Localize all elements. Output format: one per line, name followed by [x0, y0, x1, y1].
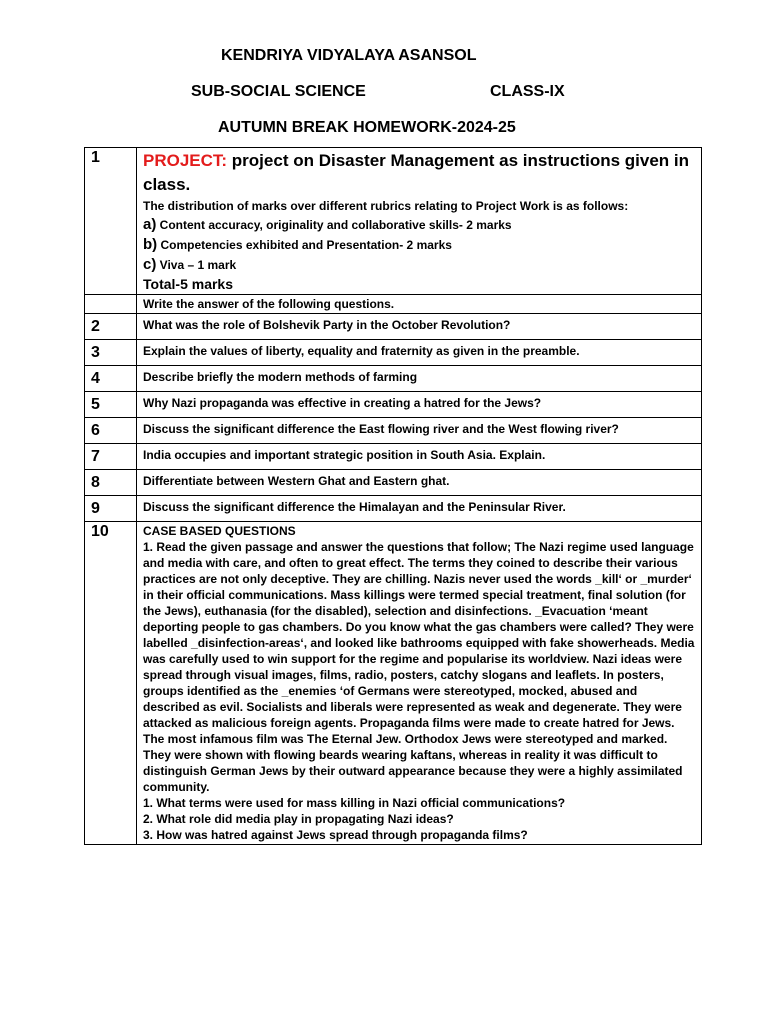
- question-text: Discuss the significant difference the Himalayan and the Peninsular River.: [137, 496, 702, 522]
- project-title: [143, 149, 695, 197]
- question-row: [85, 496, 702, 522]
- case-cell: [137, 522, 702, 845]
- case-heading: CASE BASED QUESTIONS: [143, 524, 296, 538]
- case-sub-question: 1. What terms were used for mass killing in Nazi official communications?: [143, 796, 566, 810]
- rubric-text: Viva – 1 mark: [156, 258, 237, 272]
- question-number: 3: [85, 340, 137, 366]
- question-text: India occupies and important strategic position in South Asia. Explain.: [137, 444, 702, 470]
- question-text: What was the role of Bolshevik Party in the October Revolution?: [137, 314, 702, 340]
- question-row: [85, 340, 702, 366]
- project-title-text: project on Disaster Management as instructions given in class.: [143, 151, 690, 194]
- question-text: Discuss the significant difference the East flowing river and the West flowing river?: [137, 418, 702, 444]
- school-name: KENDRIYA VIDYALAYA ASANSOL: [221, 47, 477, 64]
- question-number: 7: [85, 444, 137, 470]
- question-row: [85, 392, 702, 418]
- question-row: [85, 444, 702, 470]
- section-heading: Write the answer of the following questions.: [137, 295, 702, 314]
- question-number: 2: [85, 314, 137, 340]
- row-number: 1: [85, 148, 137, 295]
- question-row: [85, 314, 702, 340]
- homework-title: AUTUMN BREAK HOMEWORK-2024-25: [218, 119, 516, 136]
- project-cell: [137, 148, 702, 295]
- rubric-letter: a): [143, 216, 157, 233]
- question-text: Explain the values of liberty, equality and fraternity as given in the preamble.: [137, 340, 702, 366]
- rubric-text: Content accuracy, originality and collaborative skills- 2 marks: [156, 218, 512, 232]
- question-text: Why Nazi propaganda was effective in creating a hatred for the Jews?: [137, 392, 702, 418]
- rubric-letter: b): [143, 236, 158, 253]
- question-row: [85, 470, 702, 496]
- case-row: [85, 522, 702, 845]
- question-number: 4: [85, 366, 137, 392]
- project-row: [85, 148, 702, 295]
- question-text: Describe briefly the modern methods of farming: [137, 366, 702, 392]
- rubric-item: [143, 255, 695, 275]
- question-row: [85, 366, 702, 392]
- question-number: 9: [85, 496, 137, 522]
- rubric-letter: c): [143, 256, 157, 273]
- subject-label: SUB-SOCIAL SCIENCE: [191, 83, 366, 100]
- case-passage: 1. Read the given passage and answer the questions that follow; The Nazi regime used language and media with care, and often to great effect. The terms they coined to describe their various practices are not only deceptive. They are chilling. Nazis never used the words _kill‘ or _murder‘ in their official communications. Mass killings were termed special treatment, final solution (for the Jews), euthanasia (for the disabled), selection and disinfections. _Evacuation ‘meant deporting people to gas chambers. Do you know what the gas chambers were called? They were labelled _disinfection-areas‘, and looked like bathrooms equipped with fake showerheads. Media was carefully used to win support for the regime and popularise its worldview. Nazi ideas were spread through visual images, films, radio, posters, catchy slogans and leaflets. In posters, groups identified as the _enemies ‘of Germans were stereotyped, mocked, abused and described as evil. Socialists and liberals were represented as weak and degenerate. They were attacked as malicious foreign agents. Propaganda films were made to create hatred for Jews. The most infamous film was The Eternal Jew. Orthodox Jews were stereotyped and marked. They were shown with flowing beards wearing kaftans, whereas in reality it was difficult to distinguish German Jews by their outward appearance because they were a highly assimilated community.: [143, 540, 695, 794]
- total-marks: Total-5 marks: [143, 276, 233, 292]
- question-text: Differentiate between Western Ghat and Eastern ghat.: [137, 470, 702, 496]
- project-label: PROJECT:: [143, 151, 228, 170]
- rubric-intro: The distribution of marks over different rubrics relating to Project Work is as follows:: [143, 199, 629, 213]
- case-sub-question: 2. What role did media play in propagating Nazi ideas?: [143, 812, 454, 826]
- question-row: [85, 418, 702, 444]
- homework-table: [84, 147, 702, 845]
- rubric-item: [143, 215, 695, 235]
- question-number: 8: [85, 470, 137, 496]
- rubric-item: [143, 235, 695, 255]
- rubric-text: Competencies exhibited and Presentation- 2 marks: [157, 238, 452, 252]
- section-heading-row: [85, 295, 702, 314]
- question-number: 5: [85, 392, 137, 418]
- question-number: 6: [85, 418, 137, 444]
- question-number: 10: [85, 522, 137, 845]
- case-sub-question: 3. How was hatred against Jews spread through propaganda films?: [143, 828, 528, 842]
- class-label: CLASS-IX: [490, 83, 565, 100]
